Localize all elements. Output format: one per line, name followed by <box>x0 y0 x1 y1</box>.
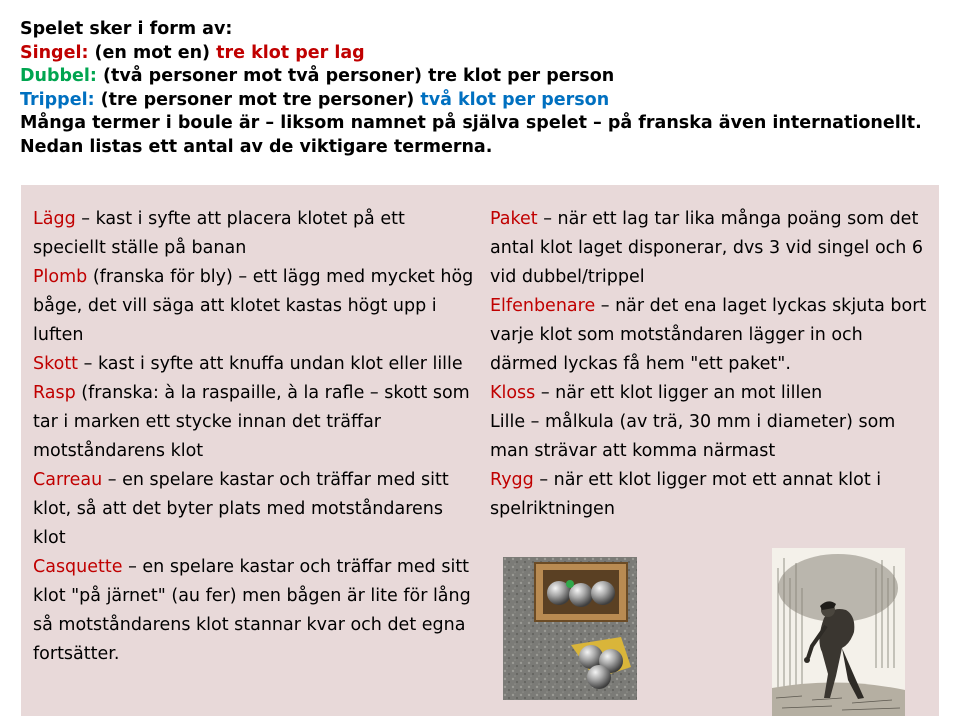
term-entry-lagg <box>33 205 481 263</box>
term-label: Rasp <box>33 383 76 403</box>
term-description: – när ett klot ligger mot ett annat klot i spelriktningen <box>490 470 882 519</box>
term-entry-lille <box>490 408 930 466</box>
term-label: Rygg <box>490 470 534 490</box>
term-description: – när det ena laget lyckas skjuta bort varje klot som motståndaren lägger in och därmed lyckas få hem "ett paket". <box>490 296 927 374</box>
dubbel-desc: (två personer mot två personer) tre klot per person <box>96 66 615 86</box>
term-description: – en spelare kastar och träffar med sitt klot "på järnet" (au fer) men bågen är lite för lång så motståndarens klot stannar kvar och det egna fortsätter. <box>33 557 471 664</box>
header-line-dubbel <box>20 65 940 89</box>
term-label: Skott <box>33 354 79 374</box>
header-line-1: Spelet sker i form av: <box>20 19 233 39</box>
terms-column-left <box>33 205 481 669</box>
term-label: Lille <box>490 412 526 432</box>
boule-set-illustration <box>503 557 637 700</box>
term-entry-paket <box>490 205 930 292</box>
term-label: Carreau <box>33 470 103 490</box>
term-label: Kloss <box>490 383 536 403</box>
terms-column-right <box>490 205 930 524</box>
term-description: – kast i syfte att knuffa undan klot eller lille <box>78 354 463 374</box>
term-label: Elfenbenare <box>490 296 596 316</box>
term-description: – när ett lag tar lika många poäng som det antal klot laget disponerar, dvs 3 vid singel och 6 vid dubbel/trippel <box>490 209 924 287</box>
terms-panel <box>21 185 939 716</box>
term-label: Lägg <box>33 209 76 229</box>
header-intro: Många termer i boule är – liksom namnet på själva spelet – på franska även internationellt. Nedan listas ett antal av de viktigare termerna. <box>20 113 922 157</box>
term-label: Paket <box>490 209 538 229</box>
term-entry-carreau <box>33 466 481 553</box>
term-label: Plomb <box>33 267 88 287</box>
term-label: Casquette <box>33 557 123 577</box>
dubbel-term: Dubbel: <box>20 66 97 86</box>
term-entry-rasp <box>33 379 481 466</box>
singel-desc: (en mot en) <box>88 42 217 63</box>
term-description: – en spelare kastar och träffar med sitt klot, så att det byter plats med motståndarens klot <box>33 470 449 548</box>
term-description: – när ett klot ligger an mot lillen <box>535 383 823 403</box>
term-description: (franska för bly) – ett lägg med mycket hög båge, det vill säga att klotet kastas högt upp i luften <box>33 267 474 345</box>
boule-player-engraving <box>772 548 905 716</box>
term-entry-elfenbenare <box>490 292 930 379</box>
term-description: – målkula (av trä, 30 mm i diameter) som man strävar att komma närmast <box>490 412 896 461</box>
header-text <box>20 18 940 159</box>
term-entry-casquette <box>33 553 481 669</box>
trippel-highlight: två klot per person <box>420 89 610 110</box>
singel-highlight: tre klot per lag <box>216 42 365 63</box>
header-line-trippel <box>20 89 940 113</box>
term-entry-kloss <box>490 379 930 408</box>
term-entry-skott <box>33 350 481 379</box>
singel-term: Singel: <box>20 42 89 63</box>
trippel-desc: (tre personer mot tre personer) <box>94 89 421 110</box>
term-entry-rygg <box>490 466 930 524</box>
header-line-singel <box>20 42 940 66</box>
term-entry-plomb <box>33 263 481 350</box>
term-description: (franska: à la raspaille, à la rafle – skott som tar i marken ett stycke innan det träffar motståndarens klot <box>33 383 470 461</box>
trippel-term: Trippel: <box>20 89 95 110</box>
player-engraving-illustration <box>772 548 905 716</box>
term-description: – kast i syfte att placera klotet på ett speciellt ställe på banan <box>33 209 405 258</box>
boule-set-photo <box>503 557 637 700</box>
